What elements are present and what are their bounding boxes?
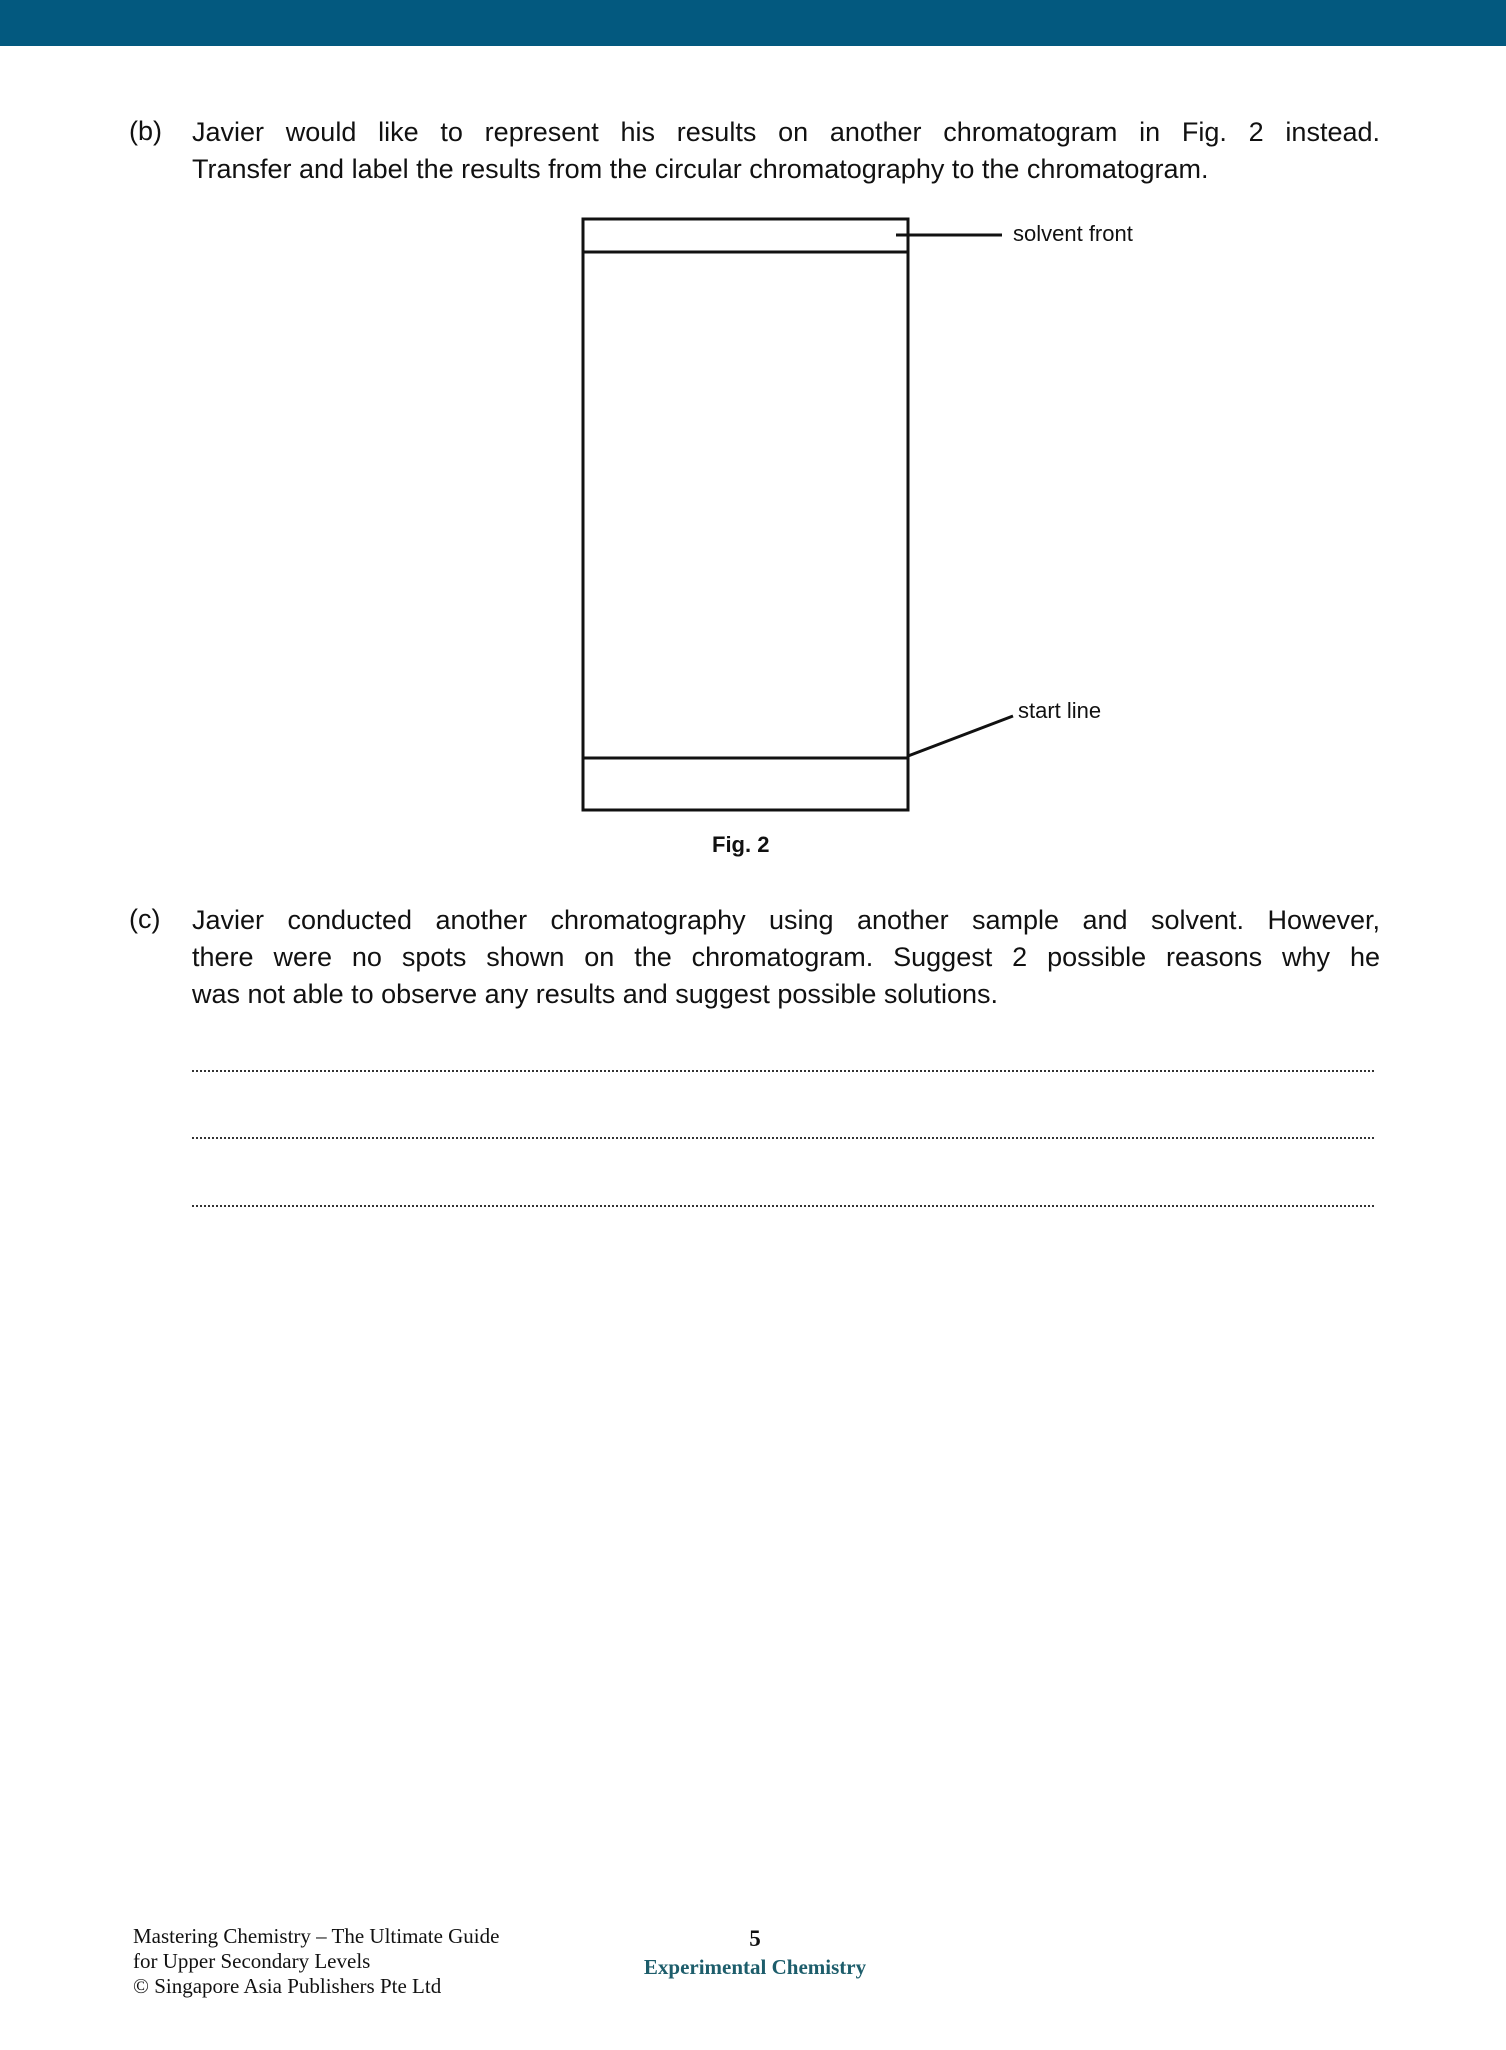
- footer-book-line: © Singapore Asia Publishers Pte Ltd: [133, 1974, 442, 1998]
- footer-book-info: [133, 1924, 499, 1999]
- start-line-label: start line: [1018, 698, 1102, 723]
- start-line-pointer: [908, 716, 1013, 756]
- answer-line[interactable]: [192, 1205, 1374, 1207]
- solvent-front-label: solvent front: [1013, 221, 1133, 246]
- chapter-title: Experimental Chemistry: [643, 1955, 867, 1979]
- footer-book-line: Mastering Chemistry – The Ultimate Guide: [133, 1924, 500, 1948]
- part-b-line-2: Transfer and label the results from the circular chromatography to the chromatogram.: [192, 154, 1209, 184]
- answer-line[interactable]: [192, 1137, 1374, 1139]
- footer-book-line: for Upper Secondary Levels: [133, 1949, 371, 1973]
- part-c-line-1: Javier conducted another chromatography using another sample and solvent. However,: [192, 905, 1380, 935]
- part-b-label: (b): [129, 116, 162, 146]
- page-number: 5: [749, 1926, 761, 1951]
- figure-caption: Fig. 2: [712, 832, 770, 857]
- answer-line[interactable]: [192, 1070, 1374, 1072]
- chromatogram-paper: [583, 219, 908, 810]
- part-b-line-1: Javier would like to represent his results on another chromatogram in Fig. 2 instead.: [192, 117, 1380, 147]
- part-c-label: (c): [129, 904, 161, 934]
- part-c-line-2: there were no spots shown on the chromatogram. Suggest 2 possible reasons why he: [192, 942, 1380, 972]
- part-c-line-3: was not able to observe any results and suggest possible solutions.: [192, 979, 998, 1009]
